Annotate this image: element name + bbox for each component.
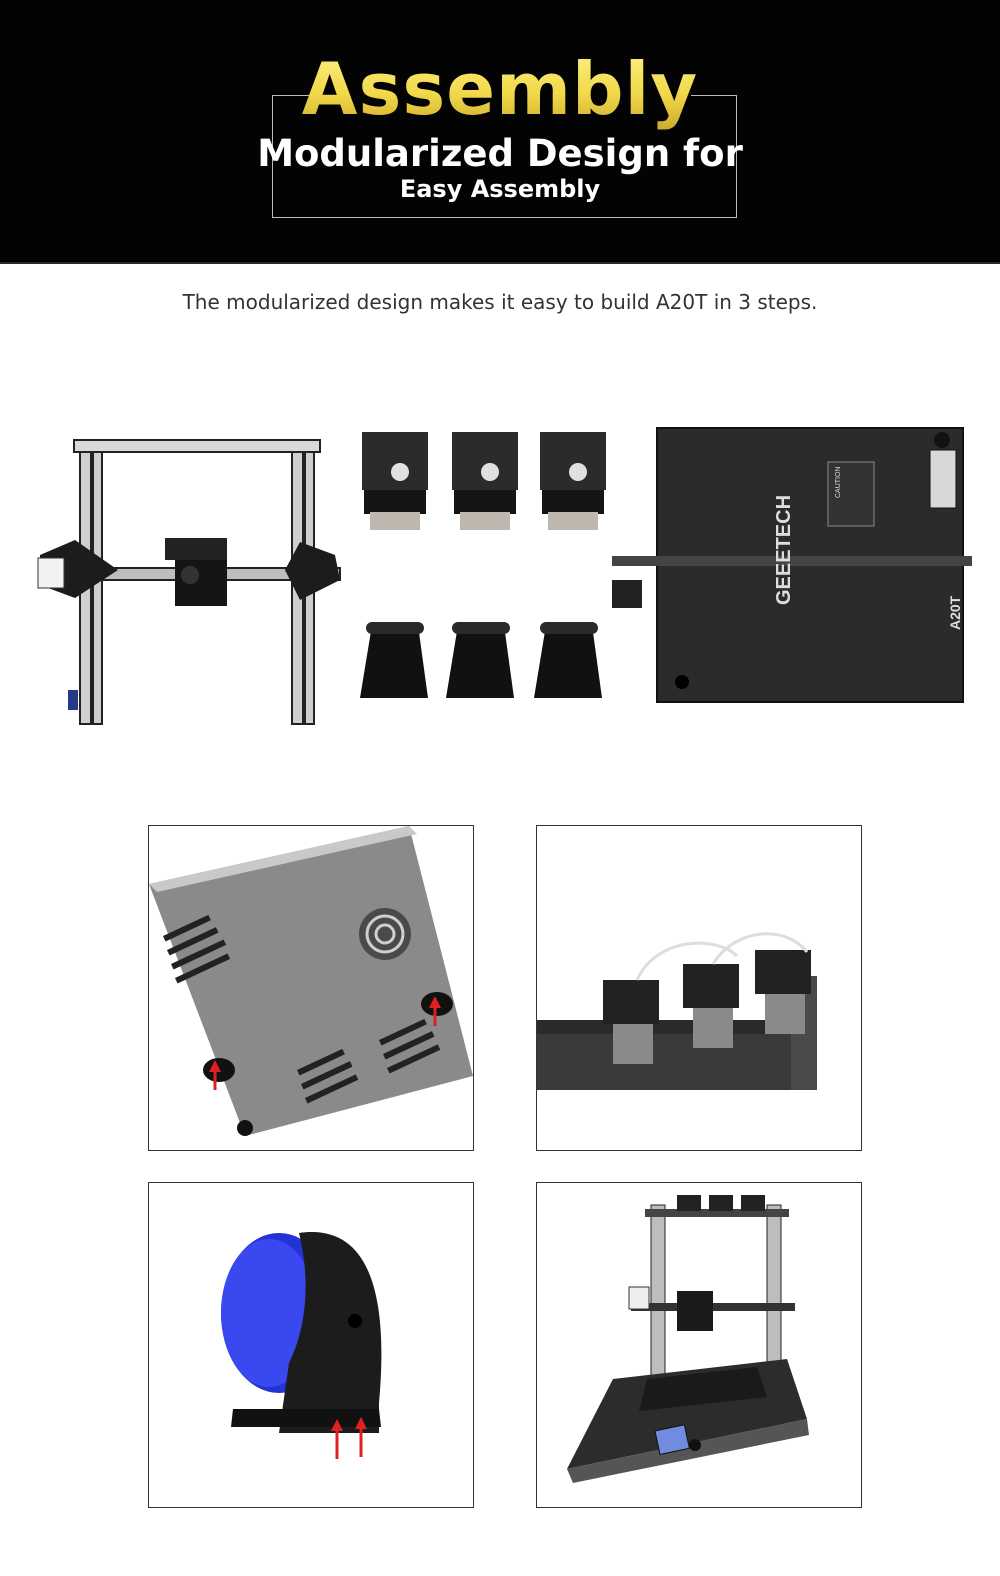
extruder-modules-image: [362, 432, 606, 530]
hero-subtitle-line2: Easy Assembly: [399, 175, 601, 203]
brand-label: GEEETECH: [773, 494, 795, 605]
printer-base-image: [612, 428, 972, 702]
parts-overview: [0, 420, 1000, 740]
step-panel-assembled-printer: [536, 1182, 862, 1508]
hero-title: Assembly: [0, 44, 1000, 134]
caution-label: CAUTION: [835, 466, 842, 498]
hero-banner: [0, 0, 1000, 264]
step-panel-base: [148, 825, 474, 1151]
intro-text: The modularized design makes it easy to build A20T in 3 steps.: [182, 290, 818, 314]
model-label: A20T: [947, 595, 963, 630]
step-panel-spool: [148, 1182, 474, 1508]
gantry-frame-image: [38, 440, 340, 724]
step-panel-extruders: [536, 825, 862, 1151]
fan-grille-icon: [359, 908, 411, 960]
hero-subtitle-line1: Modularized Design for: [257, 132, 743, 175]
spool-holders-image: [360, 622, 602, 698]
